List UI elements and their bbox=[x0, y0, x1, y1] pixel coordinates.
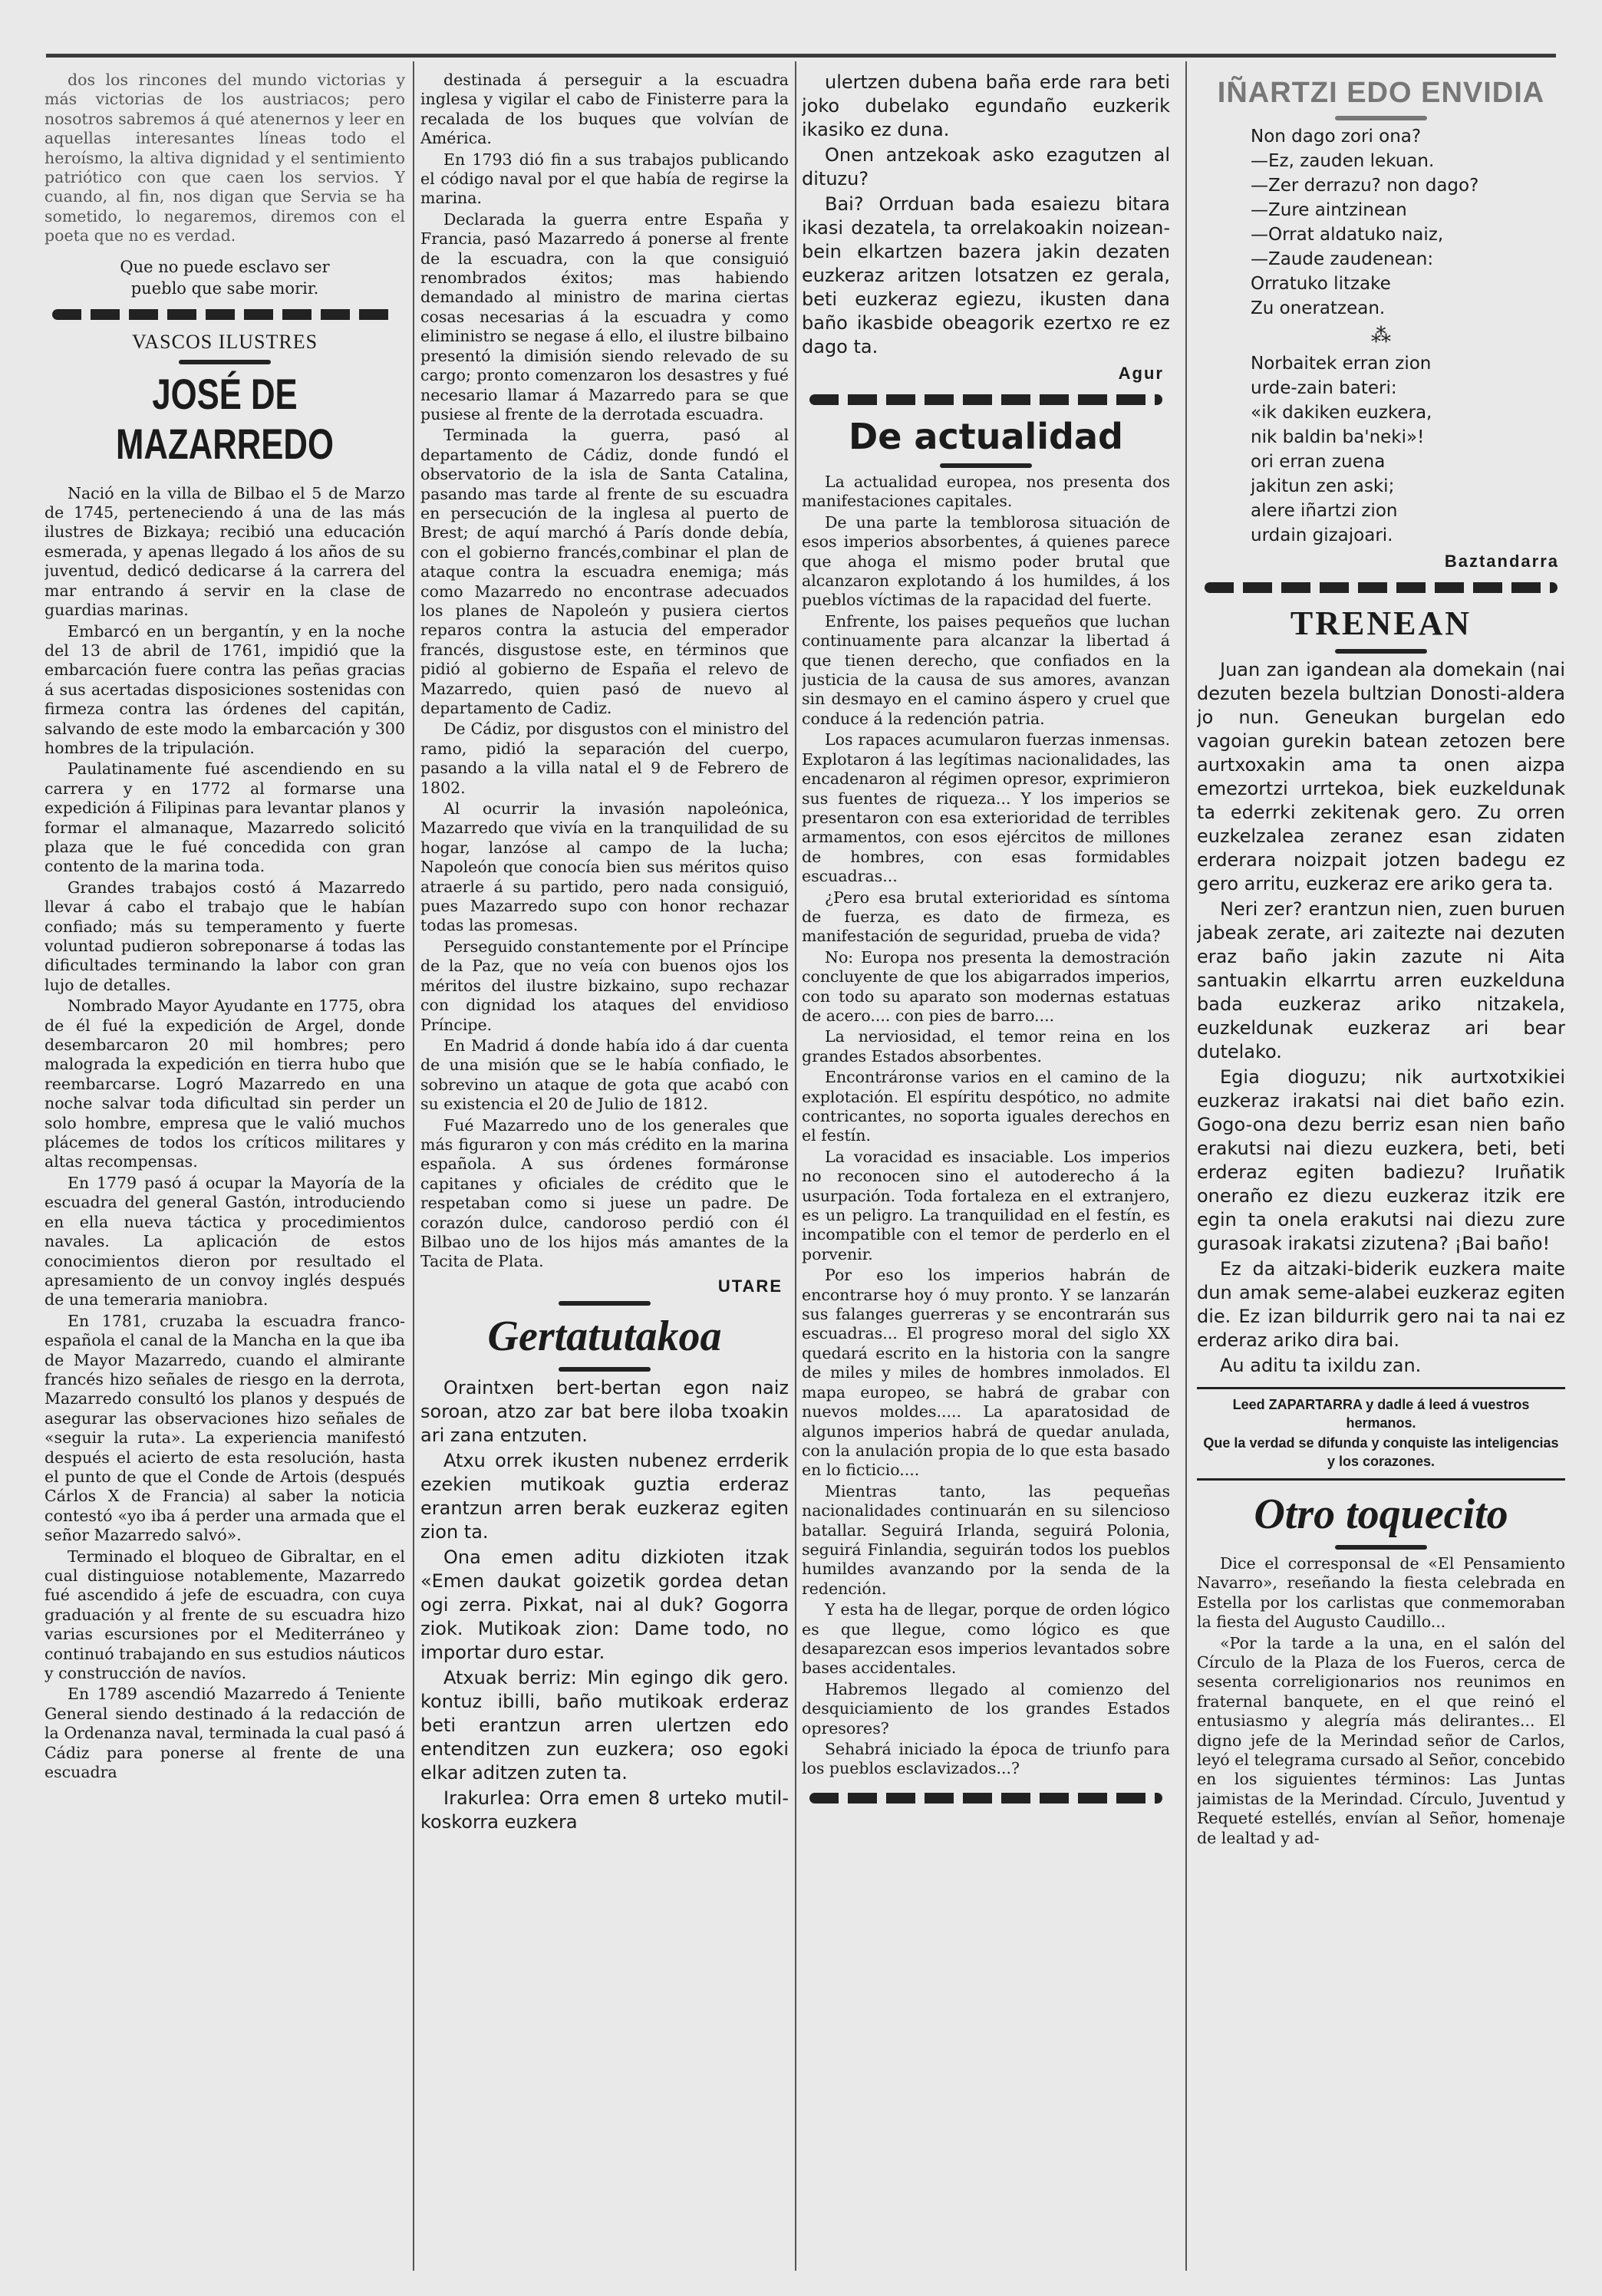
paragraph: Y esta ha de llegar, porque de orden lógico es que llegue, como lógico es que desaparezcan esos imperios levantados sobre bases accidentales. bbox=[802, 1600, 1170, 1678]
paragraph: La actualidad europea, nos presenta dos manifestaciones capitales. bbox=[802, 473, 1170, 511]
poem-line: nik baldin ba'neki»! bbox=[1251, 427, 1425, 447]
paragraph: Declarada la guerra entre España y Francia, pasó Mazarredo á ponerse al frente de la escuadra, con la que consiguió renombrados éxitos; mas habiendo demandado al ministro de marina ciertas cosas necesarias á la escuadra y como eliministro se negase á ello, el ilustre bilbaino presentó la dimisión siendo relevado de su cargo; pronto comenzaron los desastres y fué necesario llamar á Mazarredo para se que pusiese al frente de la derrotada escuadra. bbox=[420, 209, 789, 423]
section-title: De actualidad bbox=[849, 416, 1123, 457]
column-rule bbox=[1185, 61, 1187, 2271]
short-rule bbox=[1335, 649, 1427, 654]
paragraph: En 1779 pasó á ocupar la Mayoría de la escuadra del general Gastón, introduciendo en ella nueva táctica y procedimientos navales. La aplicación de estos conocimientos dieron por resultado el apresamiento de un convoy inglés después de una temeraria maniobra. bbox=[44, 1173, 405, 1309]
poem-line: —Orrat aldatuko naiz, bbox=[1251, 225, 1444, 245]
poem-line: jakitun zen aski; bbox=[1251, 476, 1395, 496]
ornament-divider bbox=[809, 394, 1162, 405]
paragraph: Ona emen aditu dizkioten itzak «Emen daukat goizetik gordea detan ogi zerra. Pixkat, nai al duk? Gogorra ziok. Mutikoak zion: Dame todo, no importar duro estar. bbox=[420, 1546, 789, 1663]
paragraph: En Madrid á donde había ido á dar cuenta de una misión que se le había confiado, le sobrevino un ataque de gota que acabó con su existencia el 20 de Julio de 1812. bbox=[420, 1036, 789, 1114]
ornament-divider bbox=[52, 309, 397, 320]
paragraph: La nerviosidad, el temor reina en los grandes Estados absorbentes. bbox=[802, 1027, 1170, 1066]
paragraph: Irakurlea: Orra emen 8 urteko mutil-koskorra euzkera bbox=[420, 1787, 789, 1833]
paragraph: Au aditu ta ixildu zan. bbox=[1220, 1355, 1422, 1376]
paragraph: En 1793 dió fin a sus trabajos publicando el código naval por el que había de regirse la marina. bbox=[420, 150, 789, 208]
paragraph: dos los rincones del mundo victorias y más victorias de los austriacos; pero nosotros sabremos á qué atenernos y leer en aquellas interesantes líneas todo el heroísmo, la altiva dignidad y el sentimiento patriótico con que caen los servios. Y cuando, al fin, nos digan que Servia se ha sometido, lo negaremos, diremos con el poeta que no es verdad. bbox=[44, 71, 405, 245]
paragraph: Ez da aitzaki-biderik euzkera maite dun amak seme-alabei euzkeraz egiten die. Ez izan bildurrik gero nai ta nai ez erderaz ariko dira bai. bbox=[1197, 1258, 1565, 1351]
column-rule bbox=[795, 61, 796, 2271]
paragraph: Paulatinamente fué ascendiendo en su carrera y en 1772 al formarse una expedición á Filipinas para levantar planos y formar el almanaque, Mazarredo solicitó plaza que le fué concedida con gran contento de la marina toda. bbox=[44, 759, 405, 876]
section-title: TRENEAN bbox=[1290, 604, 1472, 642]
column-2 bbox=[420, 71, 789, 2265]
section-title: Otro toquecito bbox=[1254, 1491, 1508, 1538]
paragraph: ¿Pero esa brutal exterioridad es síntoma de fuerza, es dato de firmeza, es manifestación de seguridad, prueba de vida? bbox=[802, 888, 1170, 946]
column-1 bbox=[44, 71, 405, 2265]
poem-line: Orratuko litzake bbox=[1251, 274, 1391, 294]
paragraph: Sehabrá iniciado la época de triunfo para los pueblos esclavizados...? bbox=[802, 1740, 1170, 1778]
paragraph: Grandes trabajos costó á Mazarredo llevar á cabo el trabajo que le habían confiado; más su temperamento y fuerte voluntad pudieron sobreponarse á todas las dificultades terminando la labor con gran lujo de detalles. bbox=[44, 878, 405, 994]
basque-article-body bbox=[802, 71, 1170, 359]
paragraph: Dice el corresponsal de «El Pensamiento Navarro», reseñando la fiesta celebrada en Estella por los carlistas que conmemoraban la fiesta del Augusto Caudillo... bbox=[1197, 1554, 1565, 1632]
paragraph: Enfrente, los paises pequeños que luchan continuamente para alcanzar la libertad á que tienen derecho, que confiados en la justicia de la causa de sus amores, avanzan sin desmayo en el camino áspero y cruel que conduce á la redención patria. bbox=[802, 611, 1170, 728]
intro-text bbox=[44, 71, 405, 246]
asterism-icon: ⁂ bbox=[1371, 324, 1391, 348]
poem-line: Zu oneratzean. bbox=[1251, 298, 1386, 318]
paragraph: De Cádiz, por disgustos con el ministro del ramo, pidió la separación del cuerpo, pasando a la villa natal el 9 de Febrero de 1802. bbox=[420, 720, 789, 797]
section-title: Gertatutakoa bbox=[487, 1312, 722, 1360]
column-rule bbox=[413, 61, 414, 2271]
column-3 bbox=[802, 71, 1170, 2265]
paragraph: ulertzen dubena baña erde rara beti joko dubelako egundaño euzkerik ikasiko ez duna. bbox=[802, 71, 1170, 140]
paragraph: Juan zan igandean ala domekain (nai dezuten bezela bultzian Donosti-aldera jo nun. Geneukan burgelan edo vagoian gurekin batean zetozen bere aurtxoxakin ama ta onen aizpa emezortzi urrtekoa, biek euzkeldunak ta ederrki zekitenak gero. Zu orren euzkelzalea zeranez esan zidaten erderara noizpait jotzen badegu ez gero arritu, euzkeraz ere ariko gera ta. bbox=[1197, 659, 1565, 894]
paragraph: destinada á perseguir a la escuadra inglesa y vigilar el cabo de Finisterre para la recalada de los buques que volvían de América. bbox=[420, 71, 789, 148]
paragraph: «Por la tarde a la una, en el salón del Círculo de la Plaza de los Fueros, cerca de sesenta correligionarios nos reunimos en fraternal banquete, en el que reinó el entusiasmo y alegría más delirantes... El digno jefe de la Merindad señor de Carlos, leyó el telegrama cursado al Señor, concebido en los siguientes términos: Las Juntas jaimistas de la Merindad. Círculo, Juventud y Requeté estellés, envían al Señor, homenaje de lealtad y ad- bbox=[1197, 1633, 1565, 1847]
paragraph: No: Europa nos presenta la demostración concluyente de que los abigarrados imperios, con todo su aparato son modernas estatuas de acero.... con pies de barro.... bbox=[802, 947, 1170, 1025]
quote-line: pueblo que sabe morir. bbox=[130, 278, 319, 298]
paragraph: La voracidad es insaciable. Los imperios no reconocen sino el autoderecho á la usurpación. Toda fortaleza en el extranjero, es un peligro. La tranquilidad en el festín, es incompatible con el temor de perderlo en el porvenir. bbox=[802, 1147, 1170, 1263]
signature: Agur bbox=[1118, 364, 1164, 383]
poem-line: «ik dakiken euzkera, bbox=[1251, 403, 1432, 423]
poem-line: alere iñartzi zion bbox=[1251, 501, 1398, 521]
paragraph: Nombrado Mayor Ayudante en 1775, obra de él fué la expedición de Argel, donde desembarcaron 20 mil hombres; pero malograda la expedición en tierra hubo que reembarcarse. Logró Mazarredo en una noche salvar toda dificultad sin perder un solo hombre, empresa que le valió muchos plácemes de todos los críticos militares y altas recompensas. bbox=[44, 996, 405, 1171]
poem-line: Non dago zori ona? bbox=[1251, 127, 1422, 147]
paragraph: Atxuak berriz: Min egingo dik gero. kontuz ibilli, baño mutikoak erderaz beti erantzun arren ulertzen edo entenditzen zun euzkera; oso egoki elkar aditzen zuten ta. bbox=[420, 1666, 789, 1784]
poem-line: ori erran zuena bbox=[1251, 452, 1386, 472]
signature: UTARE bbox=[717, 1276, 783, 1296]
article-body bbox=[1197, 1554, 1565, 1848]
paragraph: Los rapaces acumularon fuerzas inmensas. Explotaron á las legítimas nacionalidades, las encadenaron al régimen opresor, exprimieron sus fuentes de riqueza... Y los imperios se presentaron con esa exterioridad de terribles armamentos, con esos ejércitos de millones de hombres, con esas formidables escuadras... bbox=[802, 730, 1170, 886]
paragraph: Fué Mazarredo uno de los generales que más figuraron y con más crédito en la marina española. A sus órdenes formáronse capitanes y oficiales de crédito que le respetaban como si juese un padre. De corazón dulce, candoroso perdió con él Bilbao uno de los hijos más amantes de la Tacita de Plata. bbox=[420, 1115, 789, 1271]
paragraph: Por eso los imperios habrán de encontrarse hoy ó muy pronto. Y se lanzarán sus falanges guerreras y se encontrarán sus escuadras... El progreso moral del siglo XX quedará escrito en la historia con la sangre de miles y miles de hombres inmolados. El mapa europeo, se habrá de grabar con nuevos moldes..... La aparatosidad de algunos imperios habrá de quedar anulada, con la anulación propia de lo que esta basado en lo ficticio.... bbox=[802, 1266, 1170, 1480]
paragraph: Atxu orrek ikusten nubenez errderik ezekien mutikoak guztia erderaz erantzun arren berak euzkeraz egiten zion ta. bbox=[420, 1449, 789, 1543]
short-rule bbox=[559, 1301, 651, 1306]
basque-article-body bbox=[1197, 658, 1565, 1378]
paragraph: Al ocurrir la invasión napoleónica, Mazarredo que vivía en la tranquilidad de su hogar, lanzóse al campo de la lucha; Napoleón que conocía bien sus méritos quiso atraerle á su partido, pero nada consiguió, pues Mazarredo supo con honor rechazar todas las promesas. bbox=[420, 799, 789, 935]
short-rule bbox=[1335, 1545, 1427, 1550]
paragraph: Egia dioguzu; nik aurtxotxikiei euzkeraz irakatsi nai diet baño ezin. Gogo-ona dezu berriz esan nien baño erakutsi nai diezu euzkera, beti, beti erderaz egiten badiezu? Iruñatik oneraño ez diezu euzkeraz itzik ere egin ta onela erakutsi nai diezu zure gurasoak irakatsi zizutena? ¡Bai baño! bbox=[1197, 1066, 1565, 1254]
paragraph: Encontráronse varios en el camino de la explotación. El espíritu despótico, no admite contricantes, no soporta iguales derechos en el festín. bbox=[802, 1068, 1170, 1145]
paragraph: Terminada la guerra, pasó al departamento de Cádiz, donde fundó el observatorio de la isla de Santa Catalina, pasando mas tarde al frente de su escuadra en persecución de la inglesa al puerto de Brest; de aquí marchó á París donde debía, con el gobierno francés,combinar el plan de ataque contra la escuadra enemiga; más como Mazarredo no encontrase adecuados los planes de Napoleón y pusiera ciertos reparos contra la astucia del emperador francés, disgustose este, en términos que pidió al gobierno de España el relevo de Mazarredo, quien pasó de nuevo al departamento de Cadiz. bbox=[420, 426, 789, 717]
article-title: JOSÉ DE MAZARREDO bbox=[116, 369, 334, 468]
short-rule bbox=[559, 1367, 651, 1372]
paragraph: Oraintxen bert-bertan egon naiz soroan, atzo zar bat bere iloba txoakin ari zana entzuten. bbox=[420, 1376, 789, 1446]
advert-line: Que la verdad se difunda y conquiste las inteligencias y los corazones. bbox=[1203, 1435, 1559, 1469]
poem-line: —Zer derrazu? non dago? bbox=[1251, 176, 1479, 196]
article-body bbox=[420, 71, 789, 1272]
paragraph: Neri zer? erantzun nien, zuen buruen jabeak zerate, ari zaitezte nai dezuten eraz baño jakin zazute ni Aita santuakin elkarrtu arren euzkelduna bada euzkeraz ariko nitzakela, euzkeldunak euzkeraz ari bear dutelako. bbox=[1197, 898, 1565, 1062]
poem-line: urde-zain bateri: bbox=[1251, 378, 1397, 398]
poem-line: —Zure aintzinean bbox=[1251, 200, 1407, 220]
paragraph: Terminado el bloqueo de Gibraltar, en el cual distinguiose notablemente, Mazarredo fué ascendido á jefe de escuadra, con cuya graduación y al frente de su escuadra hizo varias escursiones por el Mediterráneo y continuó trabajando en sus estudios náuticos y construcción de navíos. bbox=[44, 1547, 405, 1683]
advert-box bbox=[1197, 1387, 1565, 1481]
poem bbox=[1251, 125, 1565, 320]
poem-line: —Ez, zauden lekuan. bbox=[1251, 151, 1435, 171]
basque-article-body bbox=[420, 1376, 789, 1834]
poem bbox=[1251, 352, 1565, 547]
paragraph: Perseguido constantemente por el Príncipe de la Paz, que no veía con buenos ojos los méritos del ilustre bizkaino, supo rechazar con dignidad los ataques del envidioso Príncipe. bbox=[420, 937, 789, 1034]
paragraph: En 1789 ascendió Mazarredo á Teniente General siendo destinado á la redacción de la Ordenanza naval, terminada la cual pasó á Cádiz para ponerse al frente de una escuadra bbox=[44, 1685, 405, 1782]
poem-line: urdain gizajoari. bbox=[1251, 525, 1393, 545]
paragraph: Bai? Orrduan bada esaiezu bitara ikasi dezatela, ta orrelakoakin noizean-bein elkartzen bazera jakin dezaten euzkeraz aritzen lotsatzen ez gerala, beti euzkeraz egiezu, ikusten dana baño ikasbide obeagorik ezertxo re ez dago ta. bbox=[802, 193, 1170, 357]
paragraph: Habremos llegado al comienzo del desquiciamiento de los grandes Estados opresores? bbox=[802, 1679, 1170, 1738]
article-body bbox=[44, 484, 405, 1783]
paragraph: Embarcó en un bergantín, y en la noche del 13 de abril de 1761, impidió que la embarcación fuere contra las peñas gracias á sus acertadas disposiciones sostenidas con firmeza contra las órdenes del capitán, salvando de este modo la embarcación y 300 hombres de la tripulación. bbox=[44, 621, 405, 757]
short-rule bbox=[179, 360, 271, 364]
paragraph: En 1781, cruzaba la escuadra franco-española el canal de la Mancha en la que iba de Mayor Mazarredo, cuando el almirante francés hizo señales de riesgo en la derrota, Mazarredo consultó los planos y después de asegurar las observaciones hizo señales de «seguir la ruta». La experiencia manifestó después el acierto de esta resolución, hasta el punto de que el Conde de Artois (después Cárlos X de Francia) al saber la noticia contestó «yo iba á perder una armada que el señor Mazarredo salvó». bbox=[44, 1311, 405, 1545]
top-rule bbox=[46, 54, 1556, 58]
section-title: IÑARTZI EDO ENVIDIA bbox=[1217, 77, 1545, 109]
ornament-divider bbox=[1205, 582, 1558, 593]
signature: Baztandarra bbox=[1444, 552, 1559, 571]
ornament-divider bbox=[809, 1793, 1162, 1804]
paragraph: De una parte la temblorosa situación de esos imperios absorbentes, á quienes parece que ahoga el mismo poder brutal que alcanzaron explotando á los humildes, á los pueblos víctimas de la rapacidad del fuerte. bbox=[802, 512, 1170, 610]
quote-line: Que no puede esclavo ser bbox=[120, 257, 330, 276]
short-rule bbox=[1335, 116, 1427, 120]
paragraph: Onen antzekoak asko ezagutzen al dituzu? bbox=[802, 144, 1170, 189]
poem-line: Norbaitek erran zion bbox=[1251, 354, 1432, 374]
short-rule bbox=[940, 463, 1032, 468]
paragraph: Mientras tanto, las pequeñas nacionalidades continuarán en su silencioso batallar. Seguirá Irlanda, seguirá Polonia, seguirá Finlandia, seguirán todos los pueblos humildes avanzando por la senda de la redención. bbox=[802, 1481, 1170, 1598]
advert-line: Leed ZAPARTARRA y dadle á leed á vuestros hermanos. bbox=[1232, 1397, 1530, 1431]
poem-line: —Zaude zaudenean: bbox=[1251, 249, 1434, 269]
column-4 bbox=[1197, 71, 1565, 2265]
article-body bbox=[802, 473, 1170, 1779]
section-title: VASCOS ILUSTRES bbox=[131, 330, 318, 353]
paragraph: Nació en la villa de Bilbao el 5 de Marzo de 1745, perteneciendo á una de las más ilustres de Bizkaya; recibió una educación esmerada, y apenas llegado á los años de su juventud, dedicó dedicarse á la carrera del mar entrando á servir en la clase de guardias marinas. bbox=[44, 483, 405, 620]
